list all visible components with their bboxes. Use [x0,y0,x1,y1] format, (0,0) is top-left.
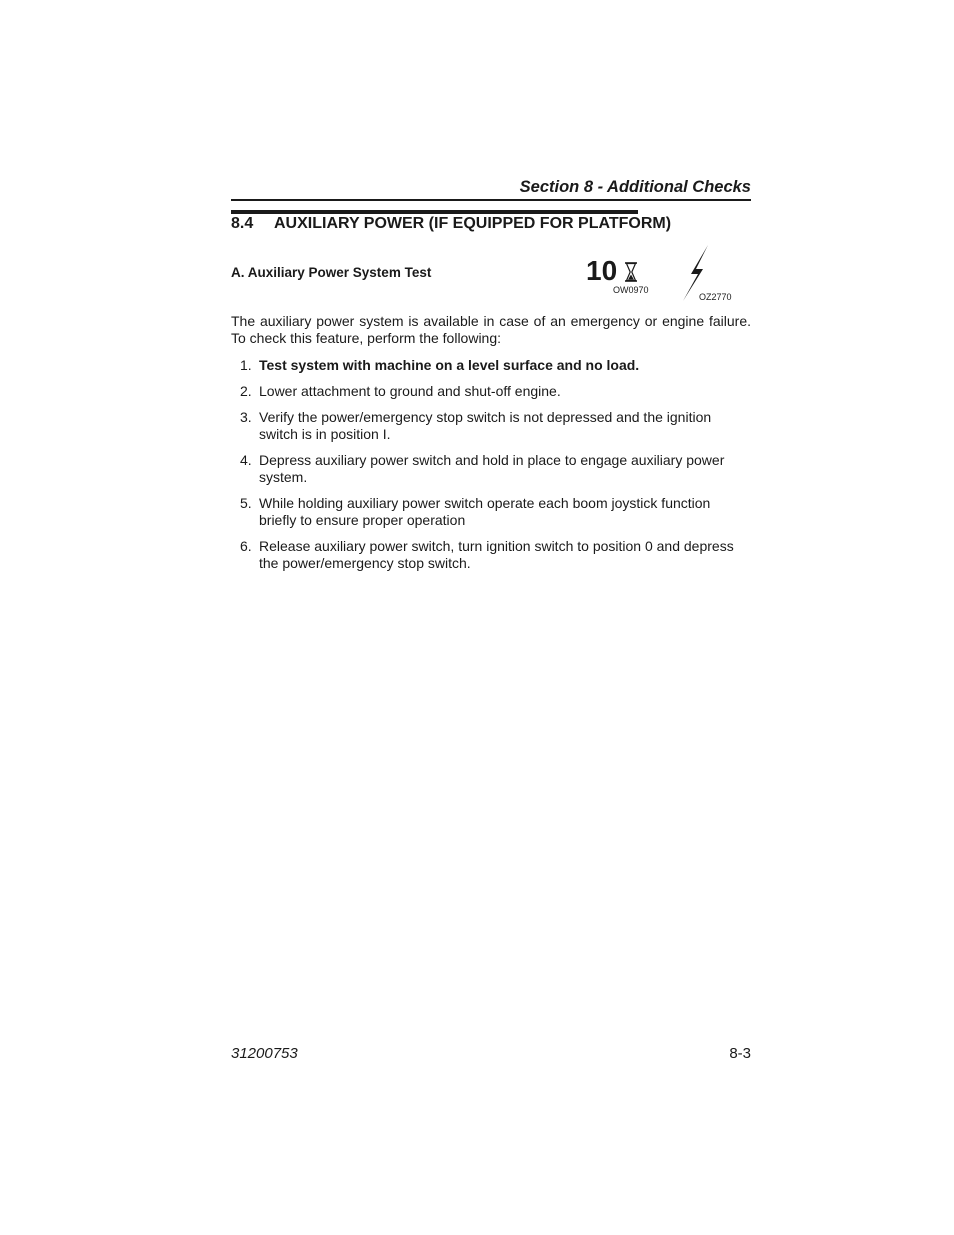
header-rule [231,199,751,201]
lightning-code-label: OZ2770 [699,292,732,302]
list-item [231,383,751,400]
step-number: 6. [240,538,252,554]
step-number: 3. [240,409,252,425]
timer-value: 10 [586,255,618,286]
list-item [231,495,751,529]
section-title: AUXILIARY POWER (IF EQUIPPED FOR PLATFORM) [274,215,672,232]
step-number: 4. [240,452,252,468]
step-number: 1. [240,357,252,373]
list-item [231,409,751,443]
page-number: 8-3 [729,1045,751,1062]
step-text: Depress auxiliary power switch and hold in place to engage auxiliary power system. [259,452,725,485]
list-item [231,357,751,374]
step-text: Test system with machine on a level surface and no load. [259,357,640,373]
step-text: Lower attachment to ground and shut-off engine. [259,383,561,399]
hourglass-icon [624,262,638,282]
timer-code-label: OW0970 [613,285,649,295]
step-text: While holding auxiliary power switch operate each boom joystick function briefly to ensure proper operation [259,495,711,528]
section-heading [231,214,671,234]
intro-paragraph: The auxiliary power system is available in case of an emergency or engine failure. To check this feature, perform the following: [231,313,751,346]
list-item [231,452,751,486]
procedure-list [231,357,751,581]
step-number: 2. [240,383,252,399]
list-item [231,538,751,572]
step-number: 5. [240,495,252,511]
section-header: Section 8 - Additional Checks [519,178,751,196]
step-text: Verify the power/emergency stop switch is not depressed and the ignition switch is in position I. [259,409,712,442]
section-number: 8.4 [231,215,254,232]
step-text: Release auxiliary power switch, turn ignition switch to position 0 and depress the power/emergency stop switch. [259,538,734,571]
subsection-heading: A. Auxiliary Power System Test [231,265,432,280]
document-number: 31200753 [231,1045,298,1062]
